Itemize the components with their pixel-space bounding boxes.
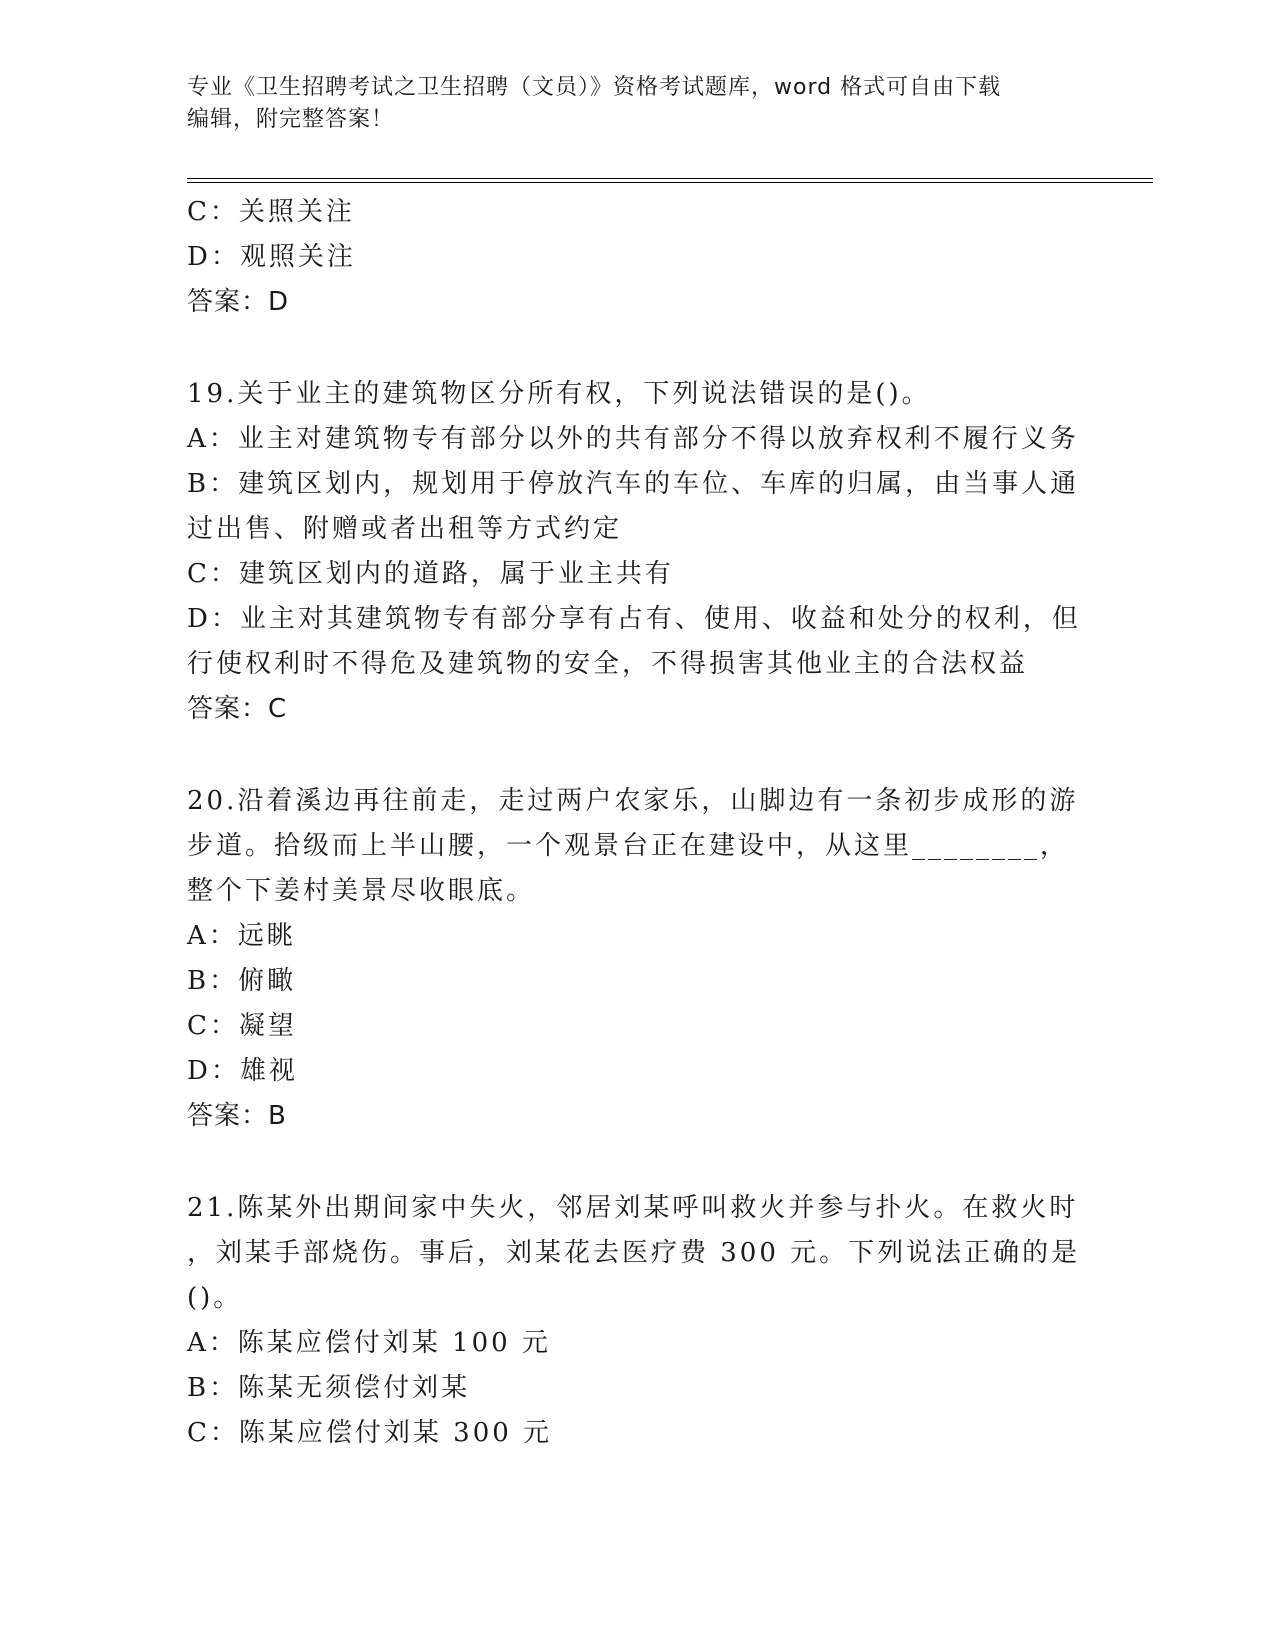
q20-answer: 答案：B	[187, 1101, 287, 1131]
question-gap	[187, 732, 1087, 779]
header-divider-top	[187, 178, 1153, 179]
q20-option-a: A：远眺	[187, 921, 296, 951]
q21-stem-line-3: ()。	[187, 1283, 243, 1313]
question-18	[187, 190, 1087, 325]
q19-stem: 19.关于业主的建筑物区分所有权，下列说法错误的是()。	[187, 379, 931, 409]
q20-stem-line-3: 整个下姜村美景尽收眼底。	[187, 876, 536, 906]
q20-option-d: D：雄视	[187, 1056, 298, 1086]
q20-option-c: C：凝望	[187, 1011, 297, 1041]
question-gap	[187, 1139, 1087, 1186]
q20-stem-line-1: 20.沿着溪边再往前走，走过两户农家乐，山脚边有一条初步成形的游	[187, 786, 1079, 816]
q18-option-c: C：关照关注	[187, 197, 355, 227]
q20-stem-line-2: 步道。拾级而上半山腰，一个观景台正在建设中，从这里________，	[187, 831, 1070, 861]
q19-answer: 答案：C	[187, 694, 288, 724]
q18-option-d: D：观照关注	[187, 242, 356, 272]
question-19	[187, 372, 1087, 732]
q21-stem-line-2: ，刘某手部烧伤。事后，刘某花去医疗费 300 元。下列说法正确的是	[187, 1238, 1081, 1268]
question-21	[187, 1186, 1087, 1456]
q21-option-a: A：陈某应偿付刘某 100 元	[187, 1328, 551, 1358]
question-20	[187, 779, 1087, 1139]
q21-stem-line-1: 21.陈某外出期间家中失火，邻居刘某呼叫救火并参与扑火。在救火时	[187, 1193, 1079, 1223]
q19-option-d-line-1: D：业主对其建筑物专有部分享有占有、使用、收益和处分的权利，但	[187, 604, 1081, 634]
question-gap	[187, 325, 1087, 372]
header-line-1: 专业《卫生招聘考试之卫生招聘（文员）》资格考试题库，word 格式可自由下载	[187, 75, 1002, 100]
q19-option-b-line-1: B：建筑区划内，规划用于停放汽车的车位、车库的归属，由当事人通	[187, 469, 1080, 499]
q19-option-d-line-2: 行使权利时不得危及建筑物的安全，不得损害其他业主的合法权益	[187, 649, 1029, 679]
q21-option-c: C：陈某应偿付刘某 300 元	[187, 1418, 553, 1448]
header-divider-bottom	[187, 182, 1153, 183]
question-list	[187, 190, 1087, 1456]
q21-option-b: B：陈某无须偿付刘某	[187, 1373, 471, 1403]
q19-option-a: A：业主对建筑物专有部分以外的共有部分不得以放弃权利不履行义务	[187, 424, 1079, 454]
q19-option-b-line-2: 过出售、附赠或者出租等方式约定	[187, 514, 623, 544]
q19-option-c: C：建筑区划内的道路，属于业主共有	[187, 559, 674, 589]
q18-answer: 答案：D	[187, 287, 290, 317]
q20-option-b: B：俯瞰	[187, 966, 297, 996]
header-line-2: 编辑，附完整答案！	[187, 107, 395, 132]
document-header	[187, 72, 1067, 136]
